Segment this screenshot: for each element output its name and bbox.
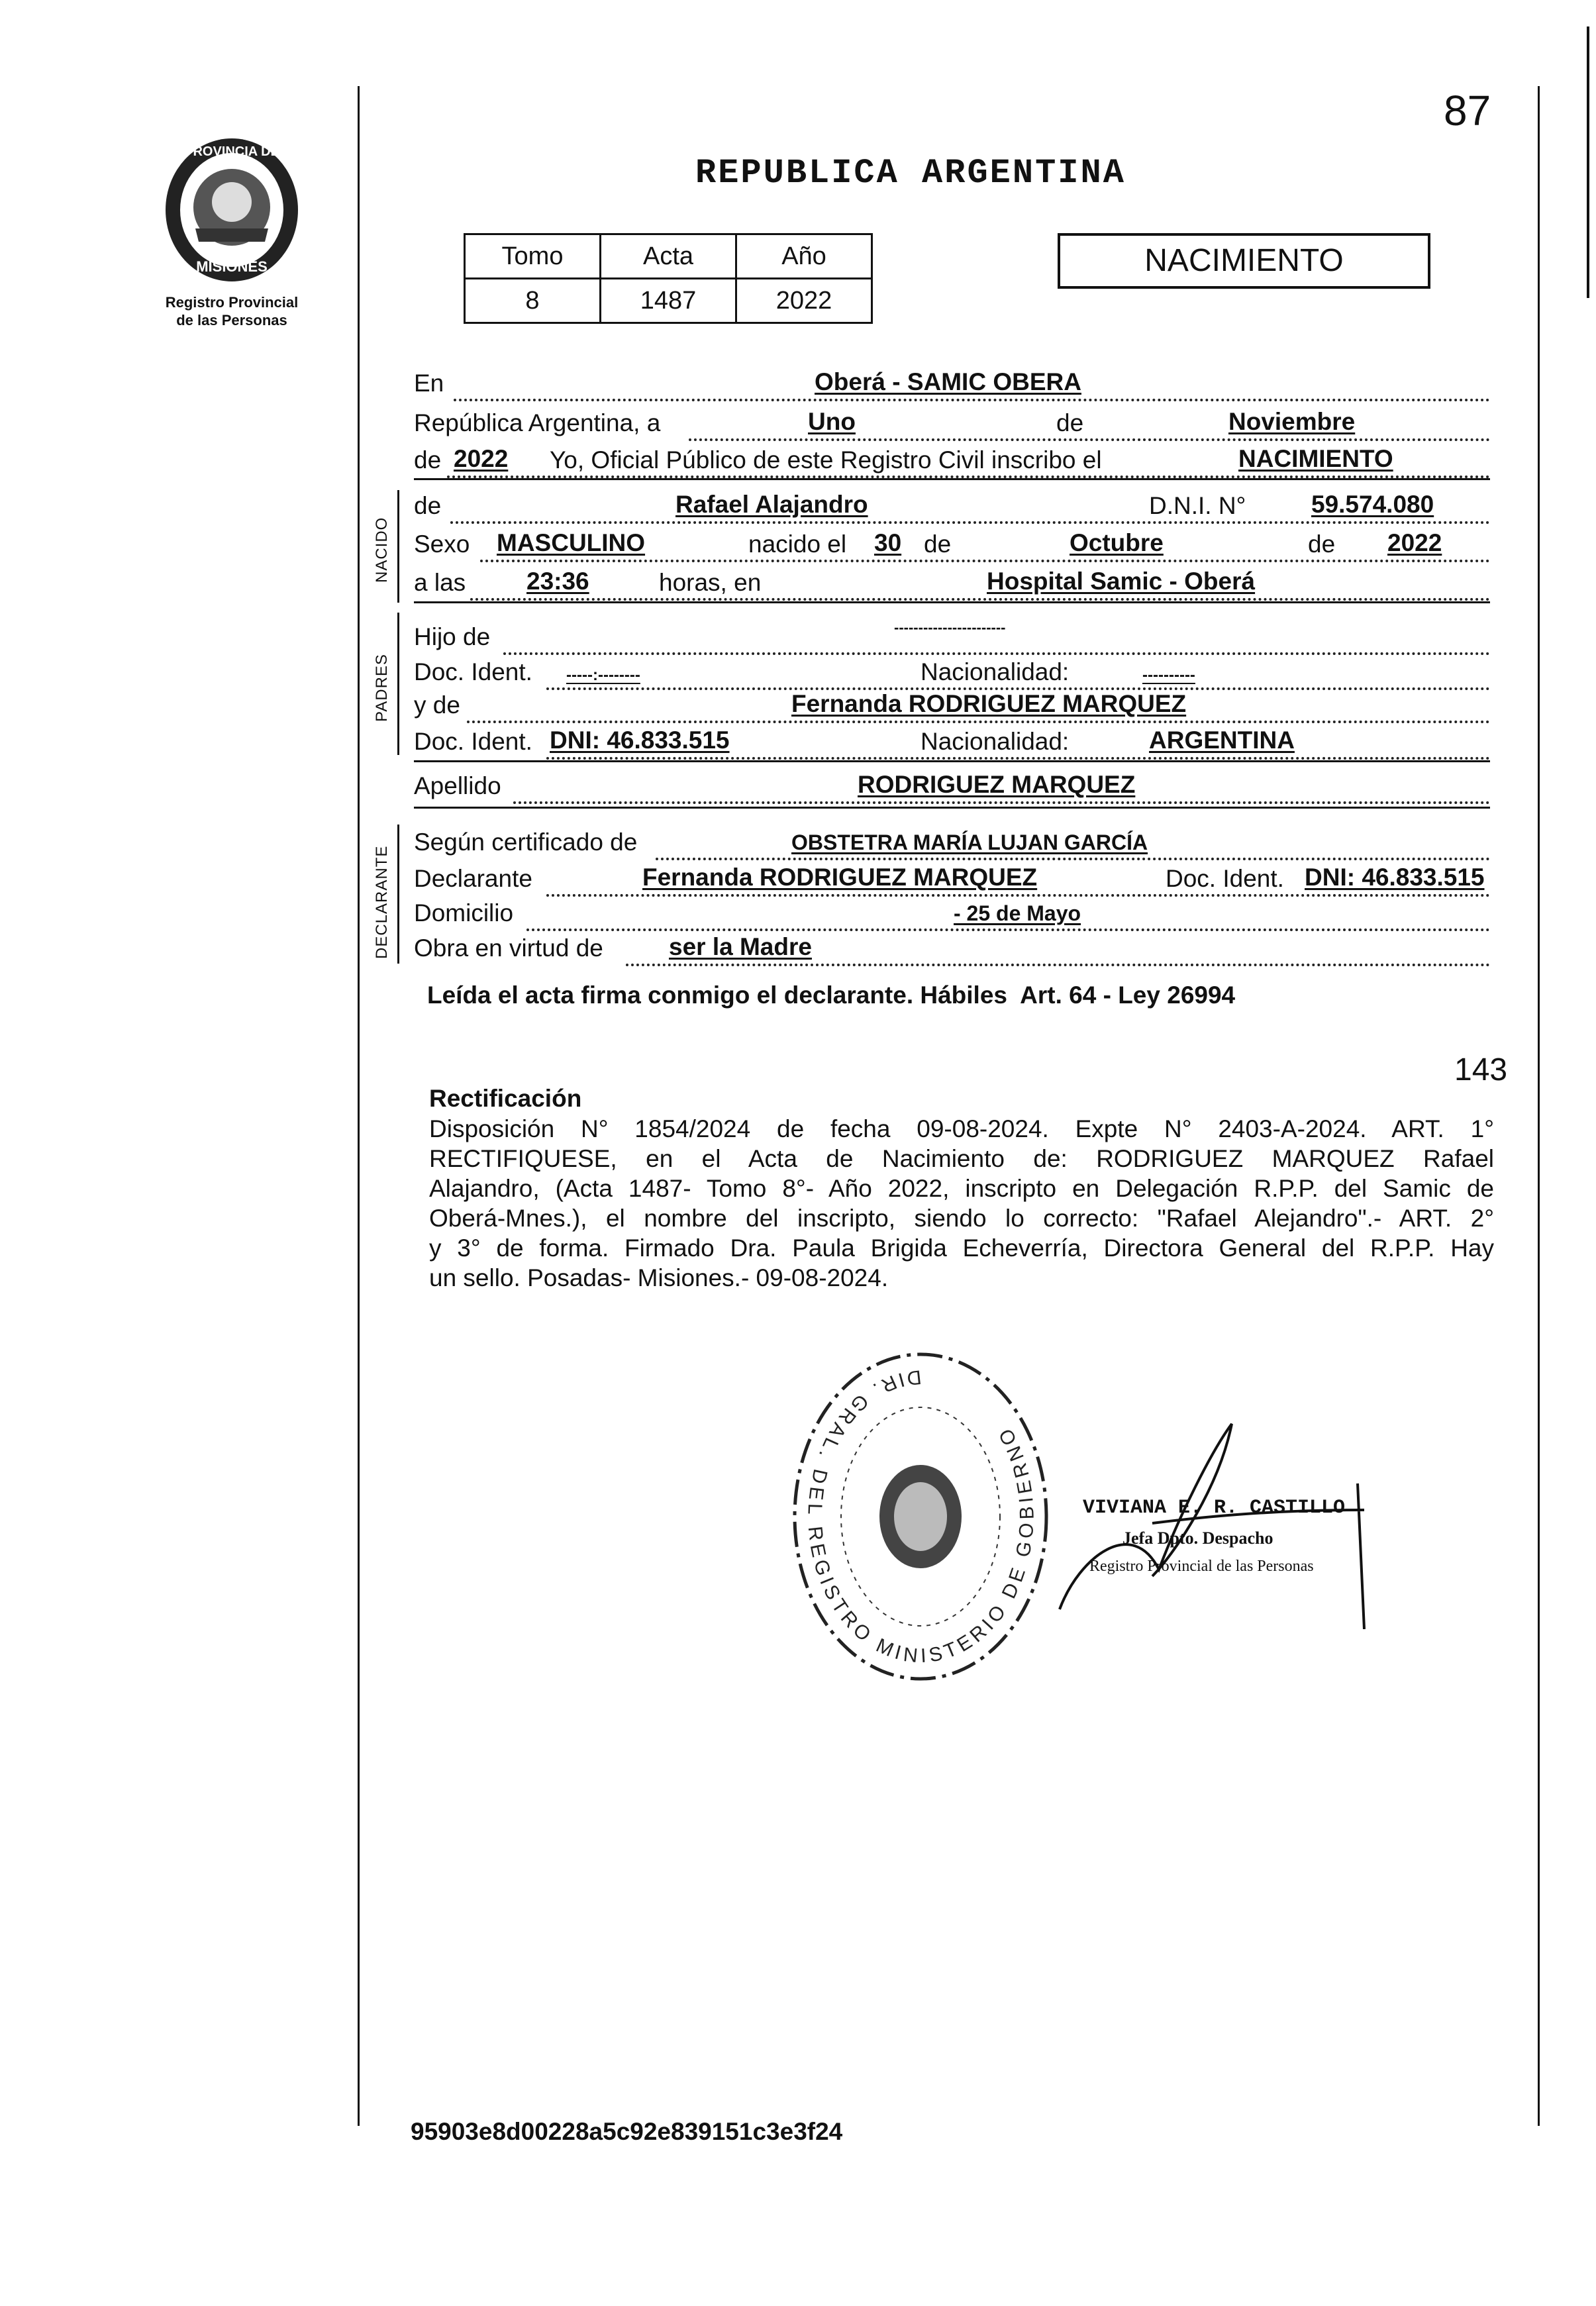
inscribo-value: NACIMIENTO: [1238, 445, 1393, 472]
row-hijo: Hijo de -----------------------: [414, 619, 1490, 655]
nacido-mes: Octubre: [1070, 529, 1164, 556]
page-number: 87: [1444, 87, 1491, 134]
lugar-value: Hospital Samic - Oberá: [987, 568, 1256, 595]
svg-text:DIR. GRAL. DEL REGISTRO MINIS: DIR. GRAL. DEL REGISTRO MINISTERIO DE GOBIERNO: [803, 1366, 1038, 1668]
madre-value: Fernanda RODRIGUEZ MARQUEZ: [791, 690, 1187, 717]
row-domicilio: Domicilio - 25 de Mayo: [414, 895, 1490, 931]
right-edge-line: [1587, 26, 1589, 298]
row-sexo: Sexo MASCULINO nacido el 30 de Octubre de 2022: [414, 526, 1490, 562]
rect-line-1: Disposición N° 1854/2024 de fecha 09-08-2024. Expte N° 2403-A-2024. ART. 1°: [429, 1115, 1494, 1142]
annotation-number: 143: [1454, 1052, 1508, 1087]
en-value: Oberá - SAMIC OBERA: [815, 368, 1081, 395]
left-margin-line: [358, 86, 360, 2126]
domicilio-value: - 25 de Mayo: [954, 901, 1081, 925]
row-declarante: Declarante Fernanda RODRIGUEZ MARQUEZ Doc. Ident. DNI: 46.833.515: [414, 861, 1490, 897]
signature-title: Jefa Dpto. Despacho: [1122, 1529, 1273, 1548]
rect-line-5: y 3° de forma. Firmado Dra. Paula Brigida Echeverría, Directora General del R.P.P. Hay: [429, 1234, 1494, 1262]
docdecl-value: DNI: 46.833.515: [1305, 864, 1485, 891]
row-nombre: de Rafael Alajandro D.N.I. N° 59.574.080: [414, 488, 1490, 524]
row-hora: a las 23:36 horas, en Hospital Samic - Oberá: [414, 565, 1490, 601]
apellido-value: RODRIGUEZ MARQUEZ: [858, 771, 1136, 798]
verification-hash: 95903e8d00228a5c92e839151c3e3f24: [411, 2118, 843, 2145]
nombre-value: Rafael Alajandro: [675, 491, 868, 518]
signature-office: Registro Provincial de las Personas: [1089, 1558, 1314, 1575]
row-apellido: Apellido RODRIGUEZ MARQUEZ: [414, 768, 1490, 804]
hijo-value: -----------------------: [894, 619, 1006, 636]
row-inscribo: de 2022 Yo, Oficial Público de este Registro Civil inscribo el NACIMIENTO: [414, 442, 1490, 478]
rect-line-3: Alajandro, (Acta 1487- Tomo 8°- Año 2022, inscripto en Delegación R.P.P. del Samic de: [429, 1175, 1494, 1202]
rect-line-4: Oberá-Mnes.), el nombre del inscripto, siendo lo correcto: "Rafael Alejandro".- ART. 2°: [429, 1205, 1494, 1232]
header-tomo: Tomo: [465, 234, 601, 279]
nacido-dia: 30: [874, 529, 902, 556]
side-label-declarante: DECLARANTE: [373, 845, 391, 959]
side-label-padres: PADRES: [373, 654, 391, 722]
segun-value: OBSTETRA MARÍA LUJAN GARCÍA: [791, 830, 1148, 854]
document-title: REPUBLICA ARGENTINA: [695, 154, 1126, 193]
nacido-anio: 2022: [1387, 529, 1442, 556]
row-doc2: Doc. Ident. DNI: 46.833.515 Nacionalidad: ARGENTINA: [414, 724, 1490, 760]
nac2-value: ARGENTINA: [1149, 727, 1295, 754]
closing-sentence: Leída el acta firma conmigo el declarante. Hábiles Art. 64 - Ley 26994: [427, 981, 1236, 1009]
row-obra: Obra en virtud de ser la Madre: [414, 930, 1490, 966]
header-anio: Año: [736, 234, 872, 279]
rect-line-6: un sello. Posadas- Misiones.- 09-08-2024.: [429, 1264, 889, 1291]
header-acta: Acta: [601, 234, 736, 279]
doc-type-label: NACIMIENTO: [1144, 243, 1344, 278]
signature-block: [1053, 1411, 1384, 1629]
svg-text:MISIONES: MISIONES: [196, 258, 268, 275]
official-stamp: [781, 1331, 1060, 1689]
anio-value: 2022: [454, 445, 509, 472]
sexo-value: MASCULINO: [497, 529, 646, 556]
rect-line-2: RECTIFIQUESE, en el Acta de Nacimiento de: RODRIGUEZ MARQUEZ Rafael: [429, 1145, 1494, 1172]
value-anio: 2022: [736, 279, 872, 323]
declarante-value: Fernanda RODRIGUEZ MARQUEZ: [642, 864, 1038, 891]
row-madre: y de Fernanda RODRIGUEZ MARQUEZ: [414, 687, 1490, 723]
row-doc1: Doc. Ident. -----:-------- Nacionalidad: ----------: [414, 654, 1490, 690]
mes-value: Noviembre: [1228, 408, 1356, 435]
nac1-value: ----------: [1142, 666, 1195, 684]
svg-text:PROVINCIA DE: PROVINCIA DE: [184, 144, 279, 159]
signature-scribble: [1053, 1411, 1384, 1629]
value-tomo: 8: [465, 279, 601, 323]
logo-caption: Registro Provincial de las Personas: [165, 294, 299, 328]
doc-type-box: [1058, 233, 1430, 289]
province-logo: [159, 136, 305, 288]
right-margin-line: [1538, 86, 1540, 2126]
row-segun: Según certificado de OBSTETRA MARÍA LUJAN GARCÍA: [414, 825, 1490, 860]
signature-name: VIVIANA E. R. CASTILLO: [1083, 1497, 1346, 1519]
doc1-value: -----:--------: [566, 666, 640, 684]
hora-value: 23:36: [526, 568, 589, 595]
dni-value: 59.574.080: [1311, 491, 1434, 518]
obra-value: ser la Madre: [669, 933, 812, 960]
rectificacion-body: [429, 1114, 1494, 1293]
row-fecha: República Argentina, a Uno de Noviembre: [414, 405, 1490, 441]
value-acta: 1487: [601, 279, 736, 323]
row-en: En Oberá - SAMIC OBERA: [414, 366, 1490, 401]
dia-value: Uno: [808, 408, 856, 435]
tomo-acta-anio-table: [464, 233, 873, 324]
side-label-nacido: NACIDO: [373, 517, 391, 583]
doc2-value: DNI: 46.833.515: [550, 727, 730, 754]
rectificacion-title: Rectificación: [429, 1085, 582, 1112]
